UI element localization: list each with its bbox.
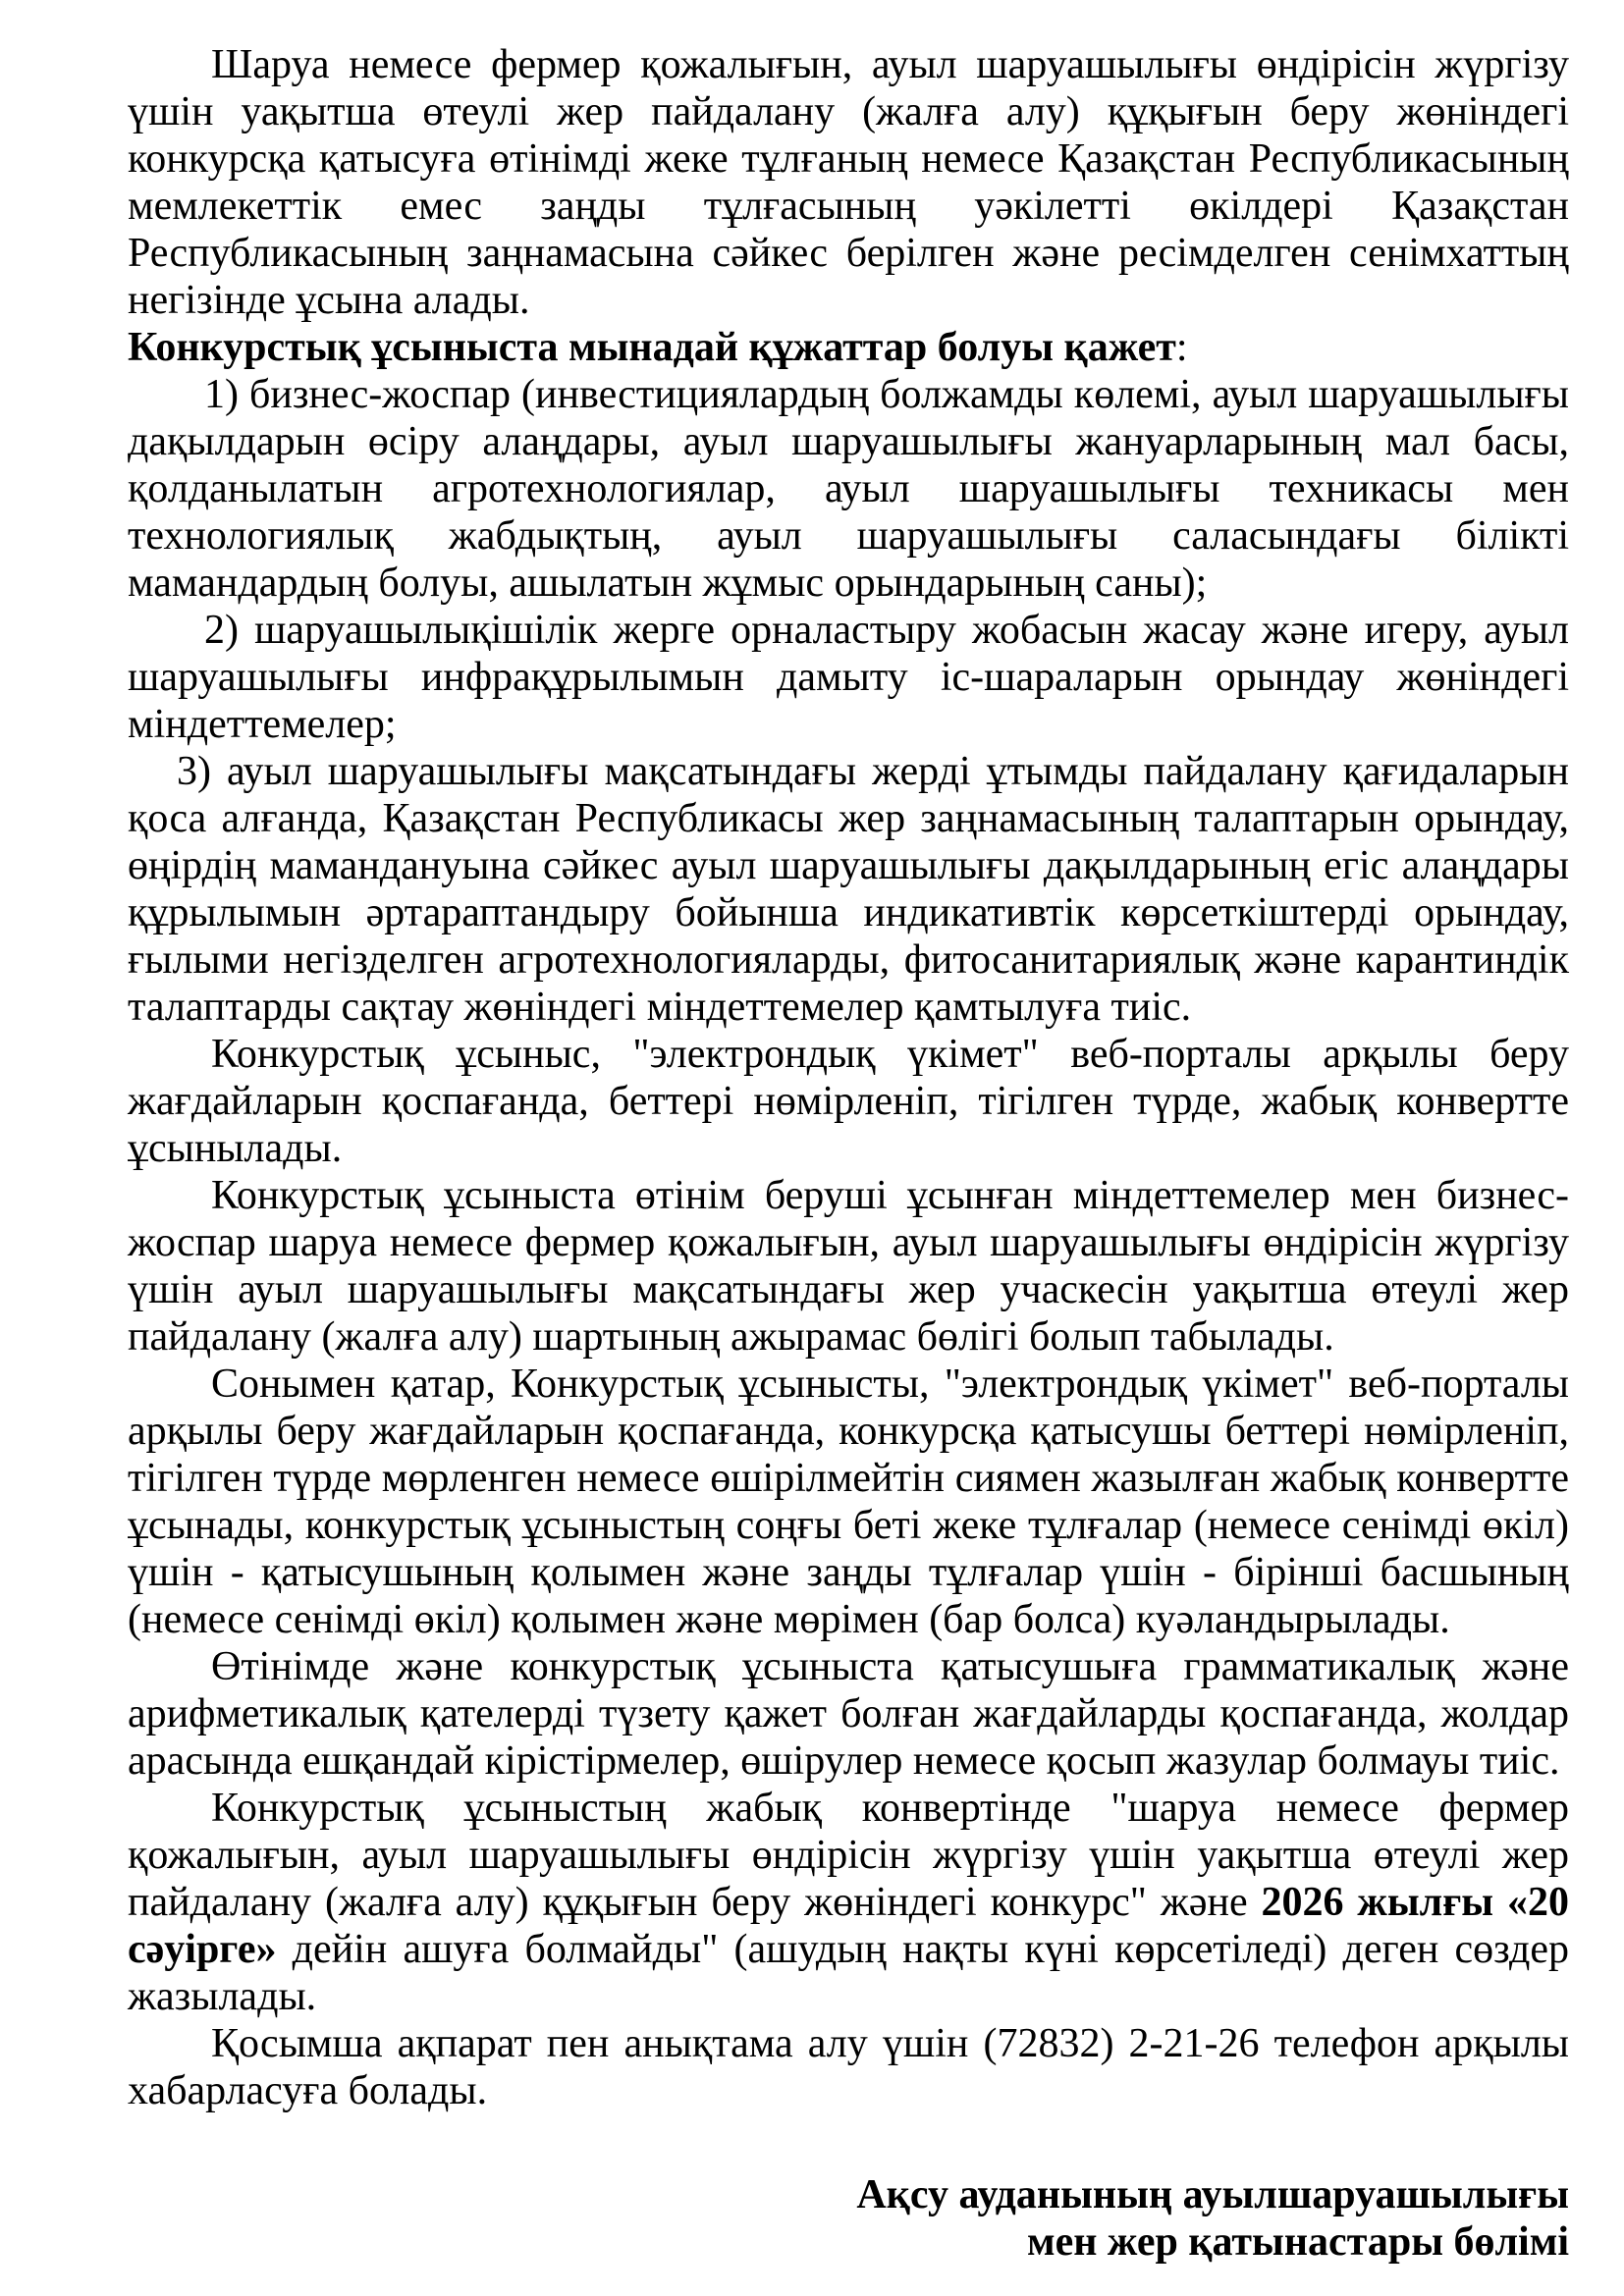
requirements-heading <box>128 324 1569 371</box>
list-item-2: 2) шаруашылықішілік жерге орналастыру жобасын жасау және игеру, ауыл шаруашылығы инфрақұрылымын дамыту іс-шараларын орындау жөніндегі міндеттемелер; <box>128 608 1569 747</box>
corrections-paragraph: Өтінімде және конкурстық ұсыныста қатысушыға грамматикалық және арифметикалық қателерді түзету қажет болған жағдайларды қоспағанда, жолдар арасында ешқандай кірістірмелер, өшірулер немесе қосып жазулар болмауы тиіс. <box>128 1644 1569 1784</box>
deadline-text-before: Конкурстық ұсыныстың жабық конвертінде "шаруа немесе фермер қожалығын, ауыл шаруашылығы өндірісін жүргізу үшін уақытша өтеулі жер пайдалану (жалға алу) құқығын беру жөніндегі конкурс" және <box>128 1786 1569 1925</box>
deadline-date: 2026 жылғы «20 сәуірге» <box>128 1880 1569 1972</box>
list-item-3: 3) ауыл шаруашылығы мақсатындағы жерді ұтымды пайдалану қағидаларын қоса алғанда, Қазақстан Республикасы жер заңнамасының талаптарын орындау, өңірдің мамандануына сәйкес ауыл шаруашылығы дақылдарының егіс алаңдары құрылымын әртараптандыру бойынша индикативтік көрсеткіштерді орындау, ғылыми негізделген агротехнологияларды, фитосанитариялық және карантиндік талаптарды сақтау жөніндегі міндеттемелер қамтылуға тиіс. <box>128 749 1569 1030</box>
requirements-heading-text: Конкурстық ұсыныста мынадай құжаттар болуы қажет <box>128 325 1176 370</box>
list-item-1: 1) бизнес-жоспар (инвестициялардың болжамды көлемі, ауыл шаруашылығы дақылдарын өсіру алаңдары, ауыл шаруашылығы жануарларының мал басы, қолданылатын агротехнологиялар, ауыл шаруашылығы техникасы мен технологиялық жабдықтың, ауыл шаруашылығы саласындағы білікті мамандардың болуы, ашылатын жұмыс орындарының саны); <box>128 372 1569 606</box>
submission-paragraph: Конкурстық ұсыныс, "электрондық үкімет" веб-порталы арқылы беру жағдайларын қоспағанда, беттері нөмірленіп, тігілген түрде, жабық конвертте ұсынылады. <box>128 1032 1569 1171</box>
intro-paragraph: Шаруа немесе фермер қожалығын, ауыл шаруашылығы өндірісін жүргізу үшін уақытша өтеулі жер пайдалану (жалға алу) құқығын беру жөніндегі конкурсқа қатысуға өтінімді жеке тұлғаның немесе Қазақстан Республикасының мемлекеттік емес заңды тұлғасының уәкілетті өкілдері Қазақстан Республикасының заңнамасына сәйкес берілген және ресімделген сенімхаттың негізінде ұсына алады. <box>128 42 1569 323</box>
requirements-heading-colon: : <box>1175 325 1188 370</box>
sealed-envelope-paragraph: Сонымен қатар, Конкурстық ұсынысты, "электрондық үкімет" веб-порталы арқылы беру жағдайларын қоспағанда, конкурсқа қатысушы беттері нөмірленіп, тігілген түрде мөрленген немесе өшірілмейтін сиямен жазылған жабық конвертте ұсынады, конкурстық ұсыныстың соңғы беті жеке тұлғалар (немесе сенімді өкіл) үшін - қатысушының қолымен және заңды тұлғалар үшін - бірінші басшының (немесе сенімді өкіл) қолымен және мөрімен (бар болса) куәландырылады. <box>128 1362 1569 1642</box>
deadline-paragraph <box>128 1785 1569 2020</box>
deadline-text-after: дейін ашуға болмайды" (ашудың нақты күні көрсетіледі) деген сөздер жазылады. <box>128 1927 1569 2019</box>
integral-part-paragraph: Конкурстық ұсыныста өтінім беруші ұсынған міндеттемелер мен бизнес-жоспар шаруа немесе фермер қожалығын, ауыл шаруашылығы өндірісін жүргізу үшін ауыл шаруашылығы мақсатындағы жер учаскесін уақытша өтеулі жер пайдалану (жалға алу) шартының ажырамас бөлігі болып табылады. <box>128 1173 1569 1360</box>
signature-line-1: Ақсу ауданының ауылшаруашылығы <box>856 2172 1569 2217</box>
contact-paragraph: Қосымша ақпарат пен анықтама алу үшін (72832) 2-21-26 телефон арқылы хабарласуға болады. <box>128 2021 1569 2113</box>
signature-line-2: мен жер қатынастары бөлімі <box>1026 2219 1569 2265</box>
signature-block <box>128 2171 1569 2266</box>
